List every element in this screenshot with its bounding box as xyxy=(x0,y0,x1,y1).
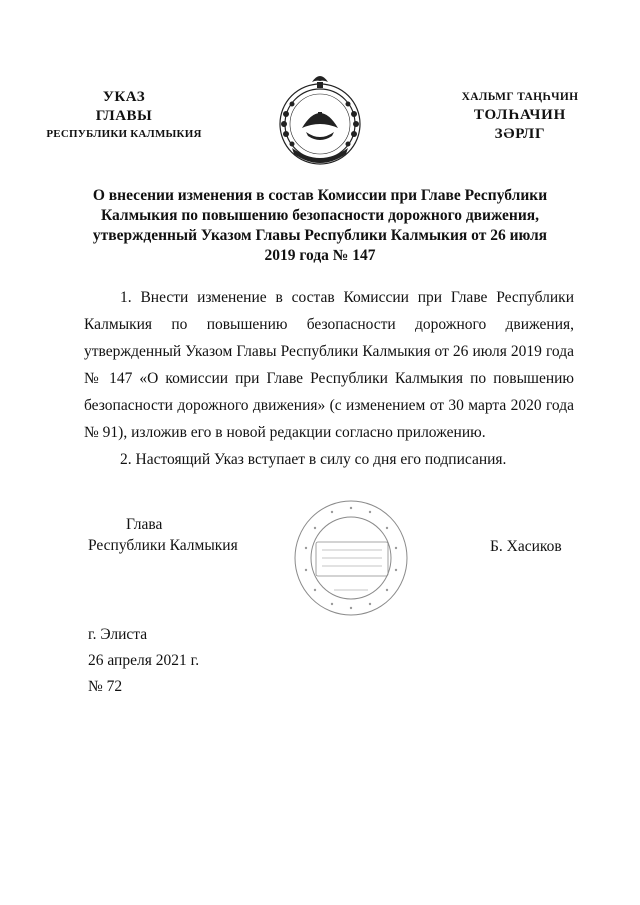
title-line: утвержденный Указом Главы Республики Калмыкия от 26 июля xyxy=(92,227,548,244)
kalmykia-coat-of-arms-icon xyxy=(272,68,368,176)
signatory-title-line1: Глава xyxy=(126,516,163,533)
paragraph-line: безопасности дорожного движения» (с изменением от 30 марта 2020 года xyxy=(84,397,574,414)
header-left-line1: УКАЗ xyxy=(102,89,146,105)
paragraph-1 xyxy=(84,284,574,446)
paragraph-2 xyxy=(84,446,574,473)
paragraph-line: № 91), изложив его в новой редакции согласно приложению. xyxy=(84,424,486,441)
header-left-line3: РЕСПУБЛИКИ КАЛМЫКИЯ xyxy=(46,128,202,140)
official-stamp-icon xyxy=(292,498,410,618)
signatory-name: Б. Хасиков xyxy=(490,538,562,555)
document-title xyxy=(84,186,556,266)
header-right-block xyxy=(430,88,610,144)
document-footer xyxy=(88,622,199,700)
signatory-title xyxy=(88,514,238,556)
header-right-line3: ЗӘРЛГ xyxy=(494,126,546,142)
header-left-line2: ГЛАВЫ xyxy=(95,108,153,124)
header-right-line1: ХАЛЬМГ ТАҢҺЧИН xyxy=(461,91,579,103)
issue-city: г. Элиста xyxy=(88,626,148,643)
title-line: О внесении изменения в состав Комиссии при Главе Республики xyxy=(92,187,548,204)
decree-number: № 72 xyxy=(88,678,123,695)
paragraph-line: Калмыкия по повышению безопасности дорожного движения, xyxy=(84,316,574,333)
title-line: 2019 года № 147 xyxy=(264,247,376,264)
header-right-line2: ТОЛҺАЧИН xyxy=(473,107,567,123)
signatory-title-line2: Республики Калмыкия xyxy=(88,537,238,554)
paragraph-line: № 147 «О комиссии при Главе Республики Калмыкия по повышению xyxy=(84,370,574,387)
issue-date: 26 апреля 2021 г. xyxy=(88,652,200,669)
paragraph-line: 2. Настоящий Указ вступает в силу со дня его подписания. xyxy=(120,451,507,468)
paragraph-line: 1. Внести изменение в состав Комиссии при Главе Республики xyxy=(120,289,574,306)
title-line: Калмыкия по повышению безопасности дорожного движения, xyxy=(100,207,540,224)
document-body xyxy=(84,284,574,473)
paragraph-line: утвержденный Указом Главы Республики Калмыкия от 26 июля 2019 года xyxy=(84,343,574,360)
header-left-block xyxy=(40,88,208,142)
